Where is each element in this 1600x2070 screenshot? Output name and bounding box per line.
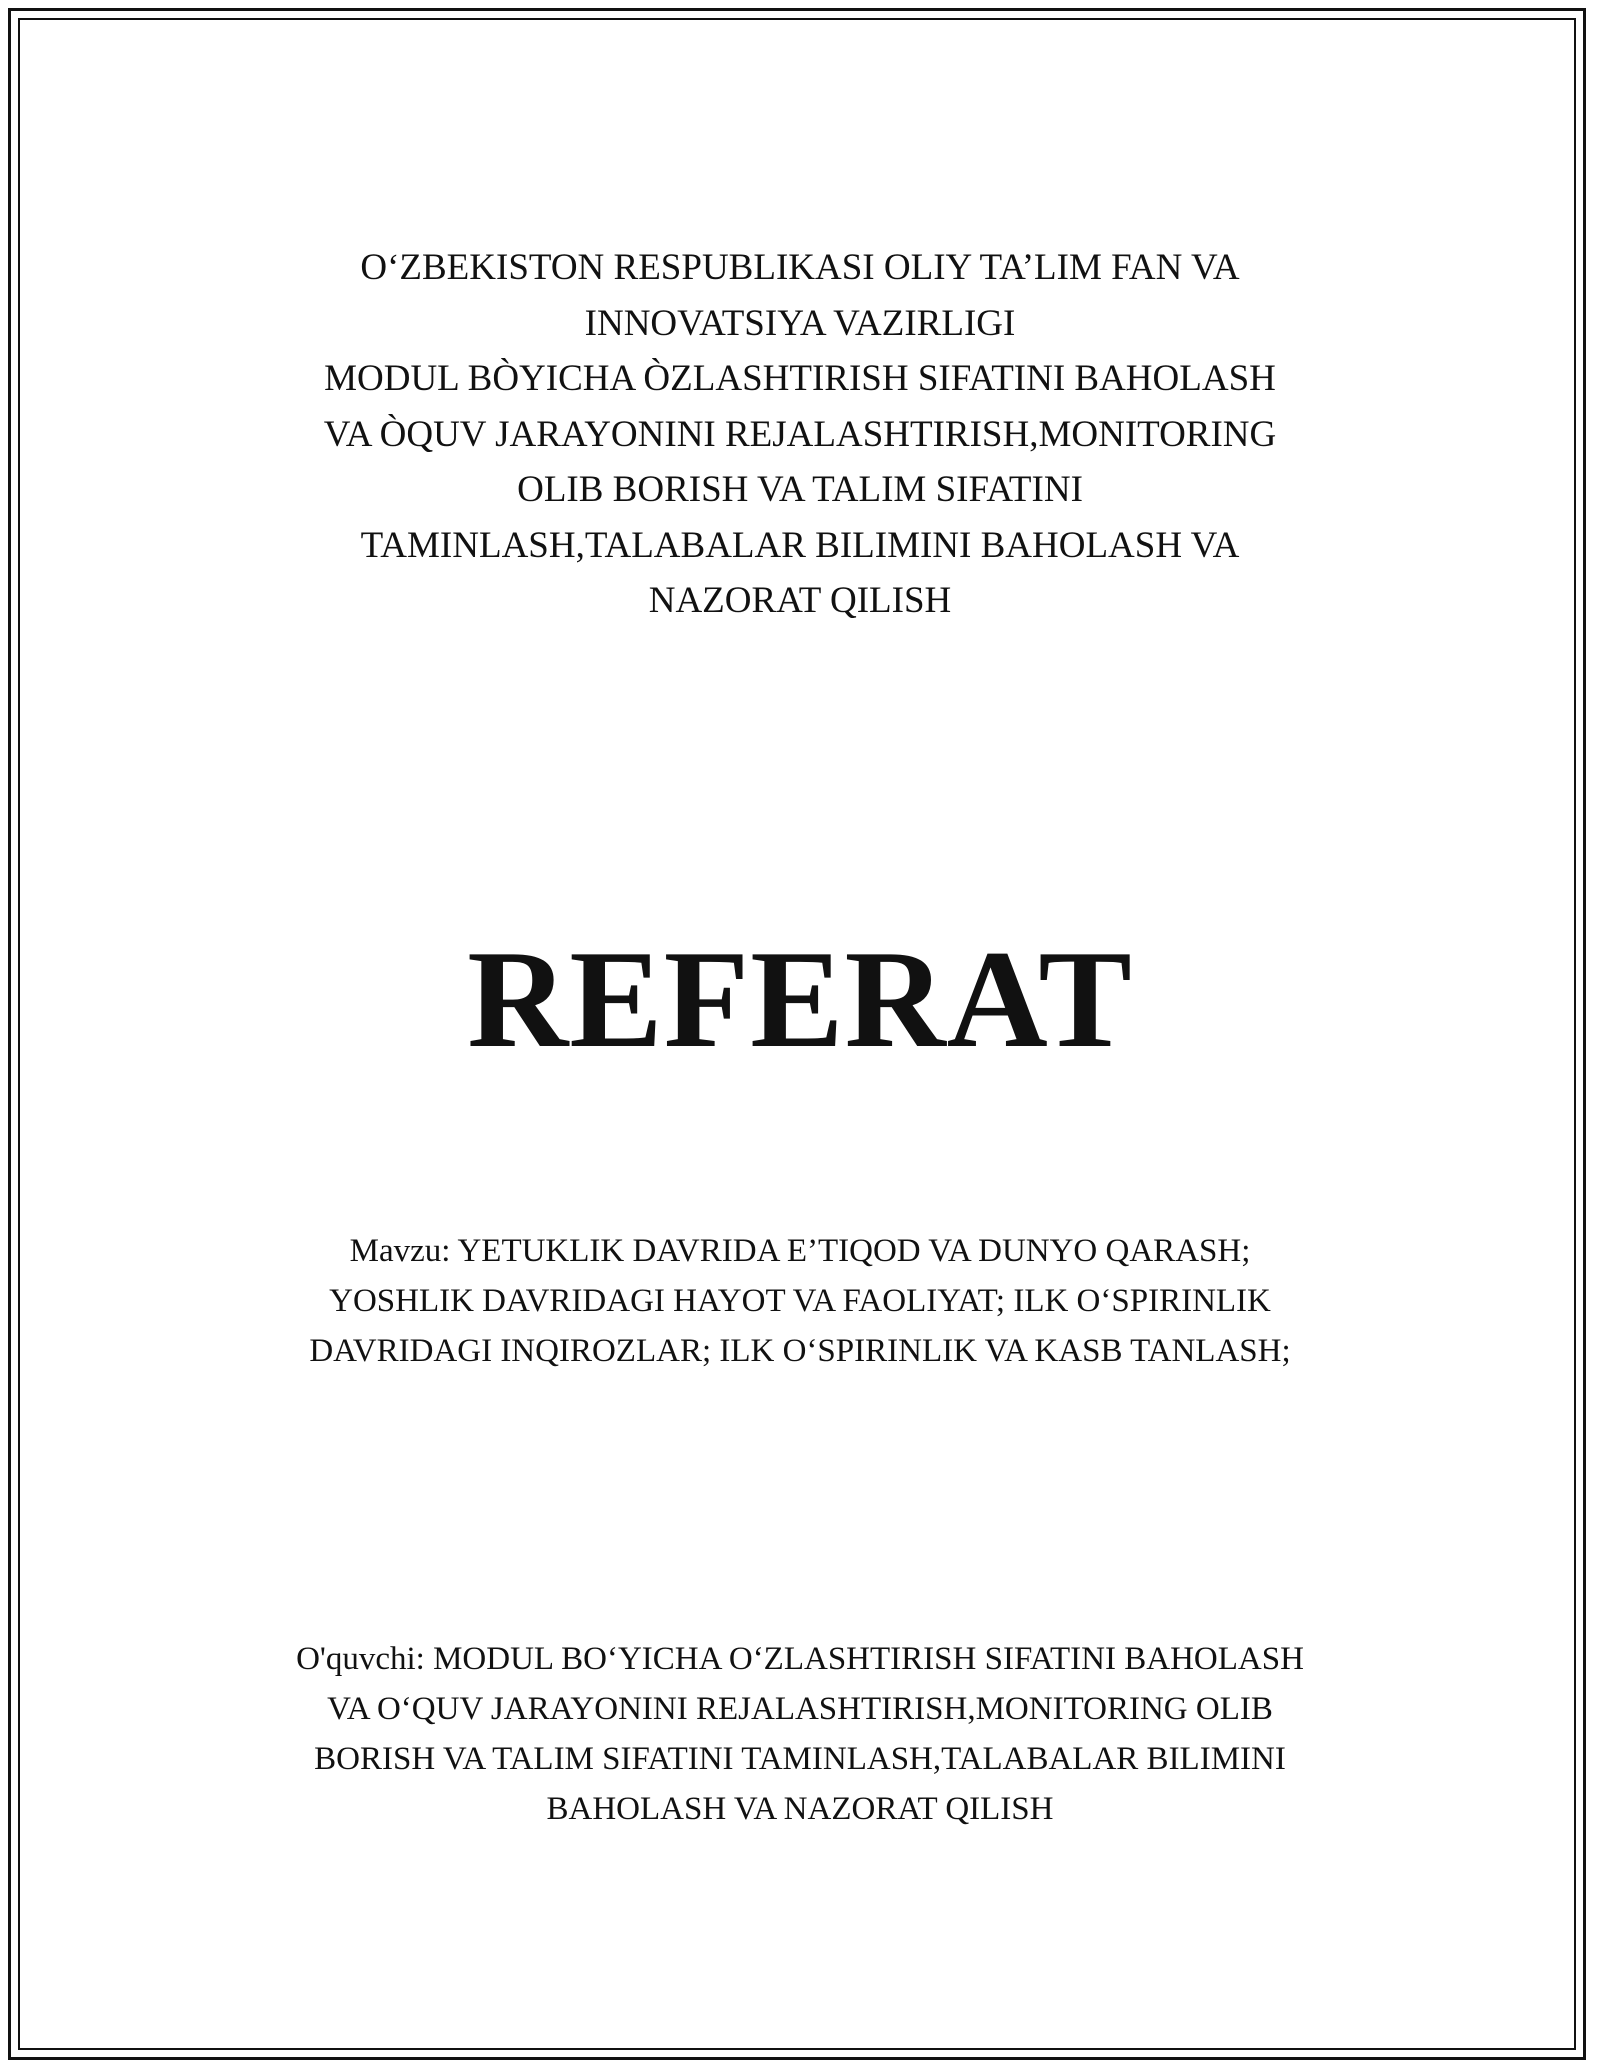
header-line: MODUL BÒYICHA ÒZLASHTIRISH SIFATINI BAHOLASH	[324, 358, 1276, 399]
header-line: O‘ZBEKISTON RESPUBLIKASI OLIY TA’LIM FAN VA	[360, 247, 1240, 288]
header-line: OLIB BORISH VA TALIM SIFATINI	[517, 469, 1083, 510]
header-line: INNOVATSIYA VAZIRLIGI	[584, 302, 1016, 344]
student-section	[0, 1634, 1600, 1834]
student-line: BORISH VA TALIM SIFATINI TAMINLASH,TALABALAR BILIMINI	[314, 1741, 1286, 1777]
header-line: TAMINLASH,TALABALAR BILIMINI BAHOLASH VA	[360, 524, 1240, 566]
topic-line: Mavzu: YETUKLIK DAVRIDA E’TIQOD VA DUNYO QARASH;	[349, 1233, 1251, 1269]
topic-section	[0, 1226, 1600, 1376]
topic-line: YOSHLIK DAVRIDAGI HAYOT VA FAOLIYAT; ILK O‘SPIRINLIK	[329, 1283, 1271, 1319]
document-title: REFERAT	[467, 922, 1133, 1077]
topic-line: DAVRIDAGI INQIROZLAR; ILK O‘SPIRINLIK VA KASB TANLASH;	[309, 1333, 1291, 1369]
header-line: NAZORAT QILISH	[648, 580, 952, 621]
student-line: O'quvchi: MODUL BO‘YICHA O‘ZLASHTIRISH SIFATINI BAHOLASH	[296, 1641, 1304, 1677]
ministry-header	[0, 240, 1600, 629]
header-line: VA ÒQUV JARAYONINI REJALASHTIRISH,MONITORING	[323, 413, 1277, 455]
student-line: BAHOLASH VA NAZORAT QILISH	[546, 1791, 1054, 1827]
student-line: VA O‘QUV JARAYONINI REJALASHTIRISH,MONITORING OLIB	[327, 1691, 1273, 1727]
